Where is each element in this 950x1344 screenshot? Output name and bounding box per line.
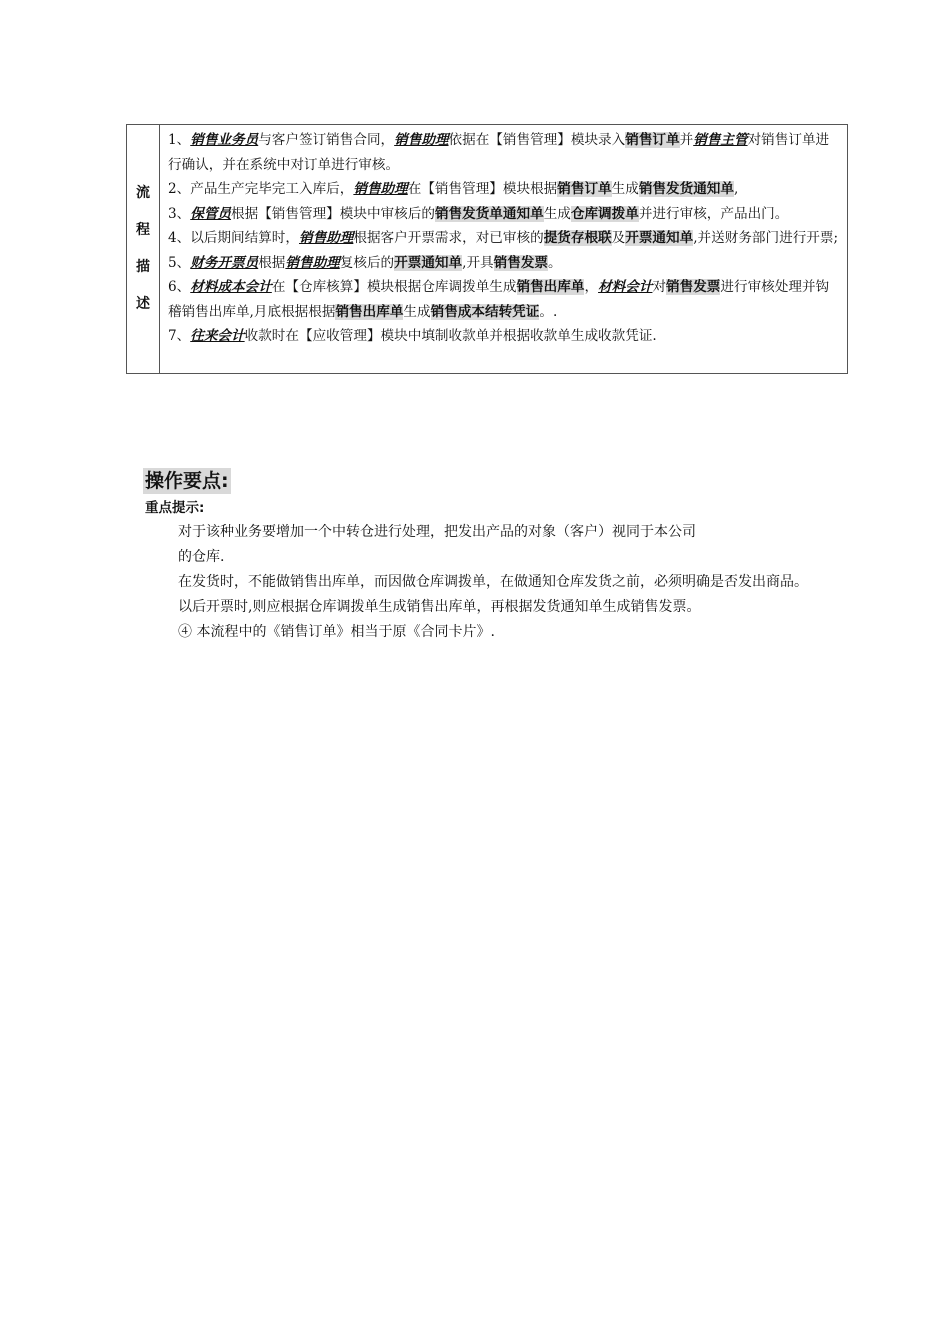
- process-step-6: [168, 275, 839, 324]
- process-step-5: [168, 251, 839, 276]
- step-text: 收款时在【应收管理】模块中填制收款单并根据收款单生成收款凭证.: [244, 328, 657, 344]
- document-name: 销售出库单: [516, 279, 585, 295]
- step-text: 2、产品生产完毕完工入库后，: [168, 181, 354, 197]
- role-name: 销售助理: [285, 254, 340, 271]
- role-name: 销售业务员: [190, 132, 259, 148]
- process-row: [127, 125, 848, 374]
- section-title: 操作要点:: [145, 470, 229, 492]
- step-text: 复核后的: [339, 254, 395, 271]
- note-line: 的仓库.: [178, 549, 225, 565]
- step-text: 并进行审核，产品出门。: [638, 205, 789, 222]
- label-char: 流: [136, 184, 150, 201]
- document-name: 开票通知单: [625, 230, 694, 246]
- document-name: 开票通知单: [394, 254, 463, 271]
- step-text: 及: [611, 230, 626, 246]
- step-text: 对销售订单进行确认，并在系统中对订单进行审核。: [168, 132, 830, 173]
- label-char: 述: [136, 295, 150, 312]
- step-text: 根据【销售管理】模块中审核后的: [231, 205, 435, 222]
- step-text: 1、: [168, 132, 191, 148]
- document-name: 销售发货单通知单: [434, 205, 544, 222]
- step-text: 并: [679, 132, 694, 148]
- step-text: ,并送财务部门进行开票;: [693, 230, 839, 246]
- note-line: ④ 本流程中的《销售订单》相当于原《合同卡片》.: [178, 624, 495, 640]
- step-text: ，: [584, 279, 599, 295]
- role-name: 销售助理: [353, 181, 408, 197]
- document-name: 销售发票: [666, 279, 721, 295]
- step-text: 在【仓库核算】模块根据仓库调拨单生成: [271, 279, 517, 295]
- step-text: 3、: [168, 205, 191, 222]
- step-text: 依据在【销售管理】模块录入: [448, 132, 626, 148]
- step-text: 在【销售管理】模块根据: [407, 181, 558, 197]
- step-text: 4、以后期间结算时，: [168, 230, 299, 246]
- role-name: 销售主管: [693, 132, 748, 148]
- process-step-1: [168, 128, 839, 177]
- process-description-cell: [160, 125, 848, 374]
- note-line: 在发货时，不能做销售出库单，而因做仓库调拨单，在做通知仓库发货之前，必须明确是否发出商品。: [178, 574, 808, 590]
- process-table: [126, 124, 848, 374]
- document-name: 销售出库单: [335, 303, 404, 320]
- role-name: 销售助理: [394, 132, 449, 148]
- document-name: 销售成本结转凭证: [430, 303, 540, 320]
- process-label-cell: [127, 125, 160, 374]
- document-name: 销售订单: [557, 181, 612, 197]
- step-text: 对: [652, 279, 667, 295]
- step-text: 5、: [168, 254, 191, 271]
- notes-block: [178, 520, 850, 645]
- role-name: 保管员: [190, 205, 232, 222]
- process-step-2: [168, 177, 839, 202]
- step-text: 根据: [258, 254, 286, 271]
- step-text: 。.: [539, 303, 558, 320]
- label-char: 程: [136, 221, 150, 238]
- process-step-4: [168, 226, 839, 251]
- role-name: 材料会计: [598, 279, 653, 295]
- step-text: 7、: [168, 328, 191, 344]
- step-text: 。: [548, 254, 562, 271]
- process-step-3: [168, 202, 839, 227]
- step-text: 与客户签订销售合同，: [258, 132, 395, 148]
- step-text: 生成: [403, 303, 431, 320]
- note-line: 以后开票时,则应根据仓库调拨单生成销售出库单，再根据发货通知单生成销售发票。: [178, 599, 701, 615]
- step-text: 生成: [543, 205, 571, 222]
- role-name: 往来会计: [190, 328, 245, 344]
- step-text: 6、: [168, 279, 191, 295]
- role-name: 销售助理: [299, 230, 354, 246]
- document-name: 销售发票: [493, 254, 549, 271]
- role-name: 财务开票员: [190, 254, 259, 271]
- step-text: ,: [734, 181, 739, 197]
- step-text: 根据客户开票需求，对已审核的: [353, 230, 544, 246]
- role-name: 材料成本会计: [190, 279, 272, 295]
- step-text: ,开具: [462, 254, 494, 271]
- document-name: 提货存根联: [543, 230, 612, 246]
- process-step-7: [168, 324, 839, 349]
- step-text: 进行审核处理并钩稽销售出库单,月底根据根据: [168, 279, 830, 320]
- step-text: 生成: [611, 181, 639, 197]
- section-subtitle: 重点提示:: [145, 500, 205, 516]
- label-char: 描: [136, 258, 150, 275]
- document-name: 销售发货通知单: [638, 181, 734, 197]
- document-name: 销售订单: [625, 132, 680, 148]
- document-name: 仓库调拨单: [570, 205, 639, 222]
- note-line: 对于该种业务要增加一个中转仓进行处理，把发出产品的对象（客户）视同于本公司: [178, 524, 696, 540]
